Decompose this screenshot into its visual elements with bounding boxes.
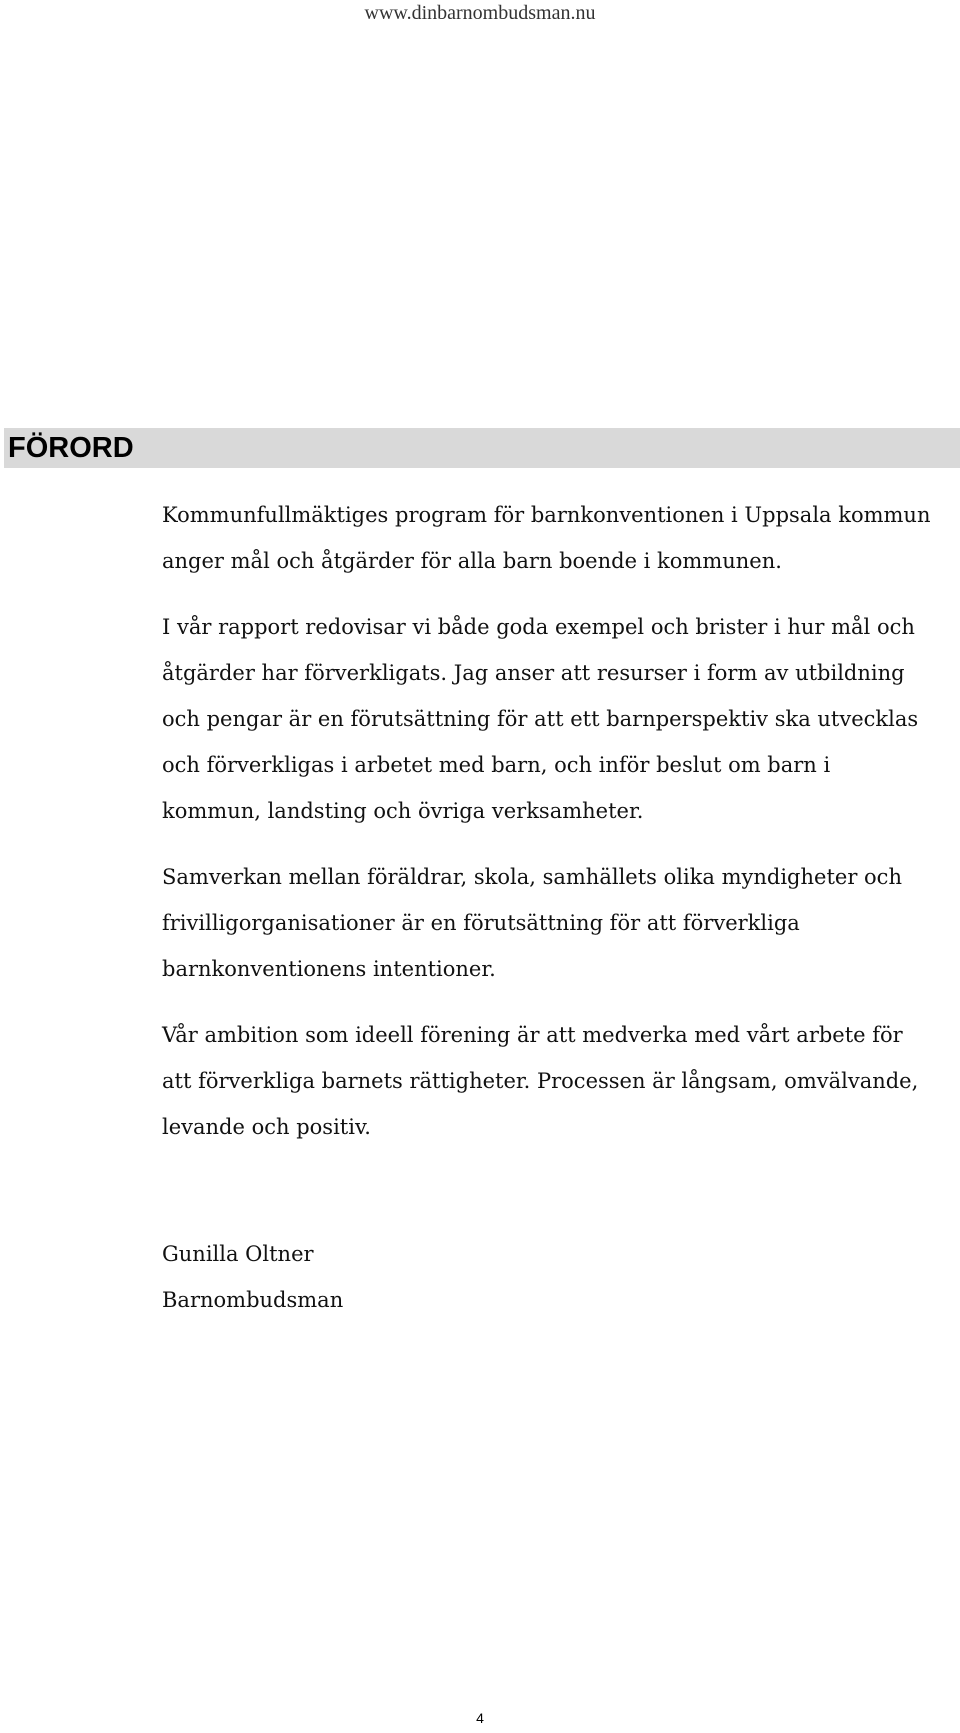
paragraph-1: Kommunfullmäktiges program för barnkonventionen i Uppsala kommun anger mål och åtgärder för alla barn boende i kommunen. xyxy=(162,503,931,573)
paragraph-3: Samverkan mellan föräldrar, skola, samhällets olika myndigheter och frivilligorganisationer är en förutsättning för att förverkliga barnkonventionens intentioner. xyxy=(162,865,902,981)
paragraph-2: I vår rapport redovisar vi både goda exempel och brister i hur mål och åtgärder har förverkligats. Jag anser att resurser i form av utbildning och pengar är en förutsättning för att ett barnperspektiv ska utvecklas och förverkligas i arbetet med barn, och inför beslut om barn i kommun, landsting och övriga verksamheter. xyxy=(162,615,919,823)
section-title: FÖRORD xyxy=(8,432,134,464)
paragraph-4: Vår ambition som ideell förening är att medverka med vårt arbete för att förverkliga barnets rättigheter. Processen är långsam, omvälvande, levande och positiv. xyxy=(162,1023,919,1139)
section-heading-bar xyxy=(4,428,960,468)
signature-name: Gunilla Oltner xyxy=(162,1242,314,1266)
body-text xyxy=(162,492,932,1170)
site-url: www.dinbarnombudsman.nu xyxy=(364,2,596,24)
page-number: 4 xyxy=(476,1710,484,1726)
signature-block xyxy=(162,1231,343,1323)
signature-role: Barnombudsman xyxy=(162,1288,344,1312)
